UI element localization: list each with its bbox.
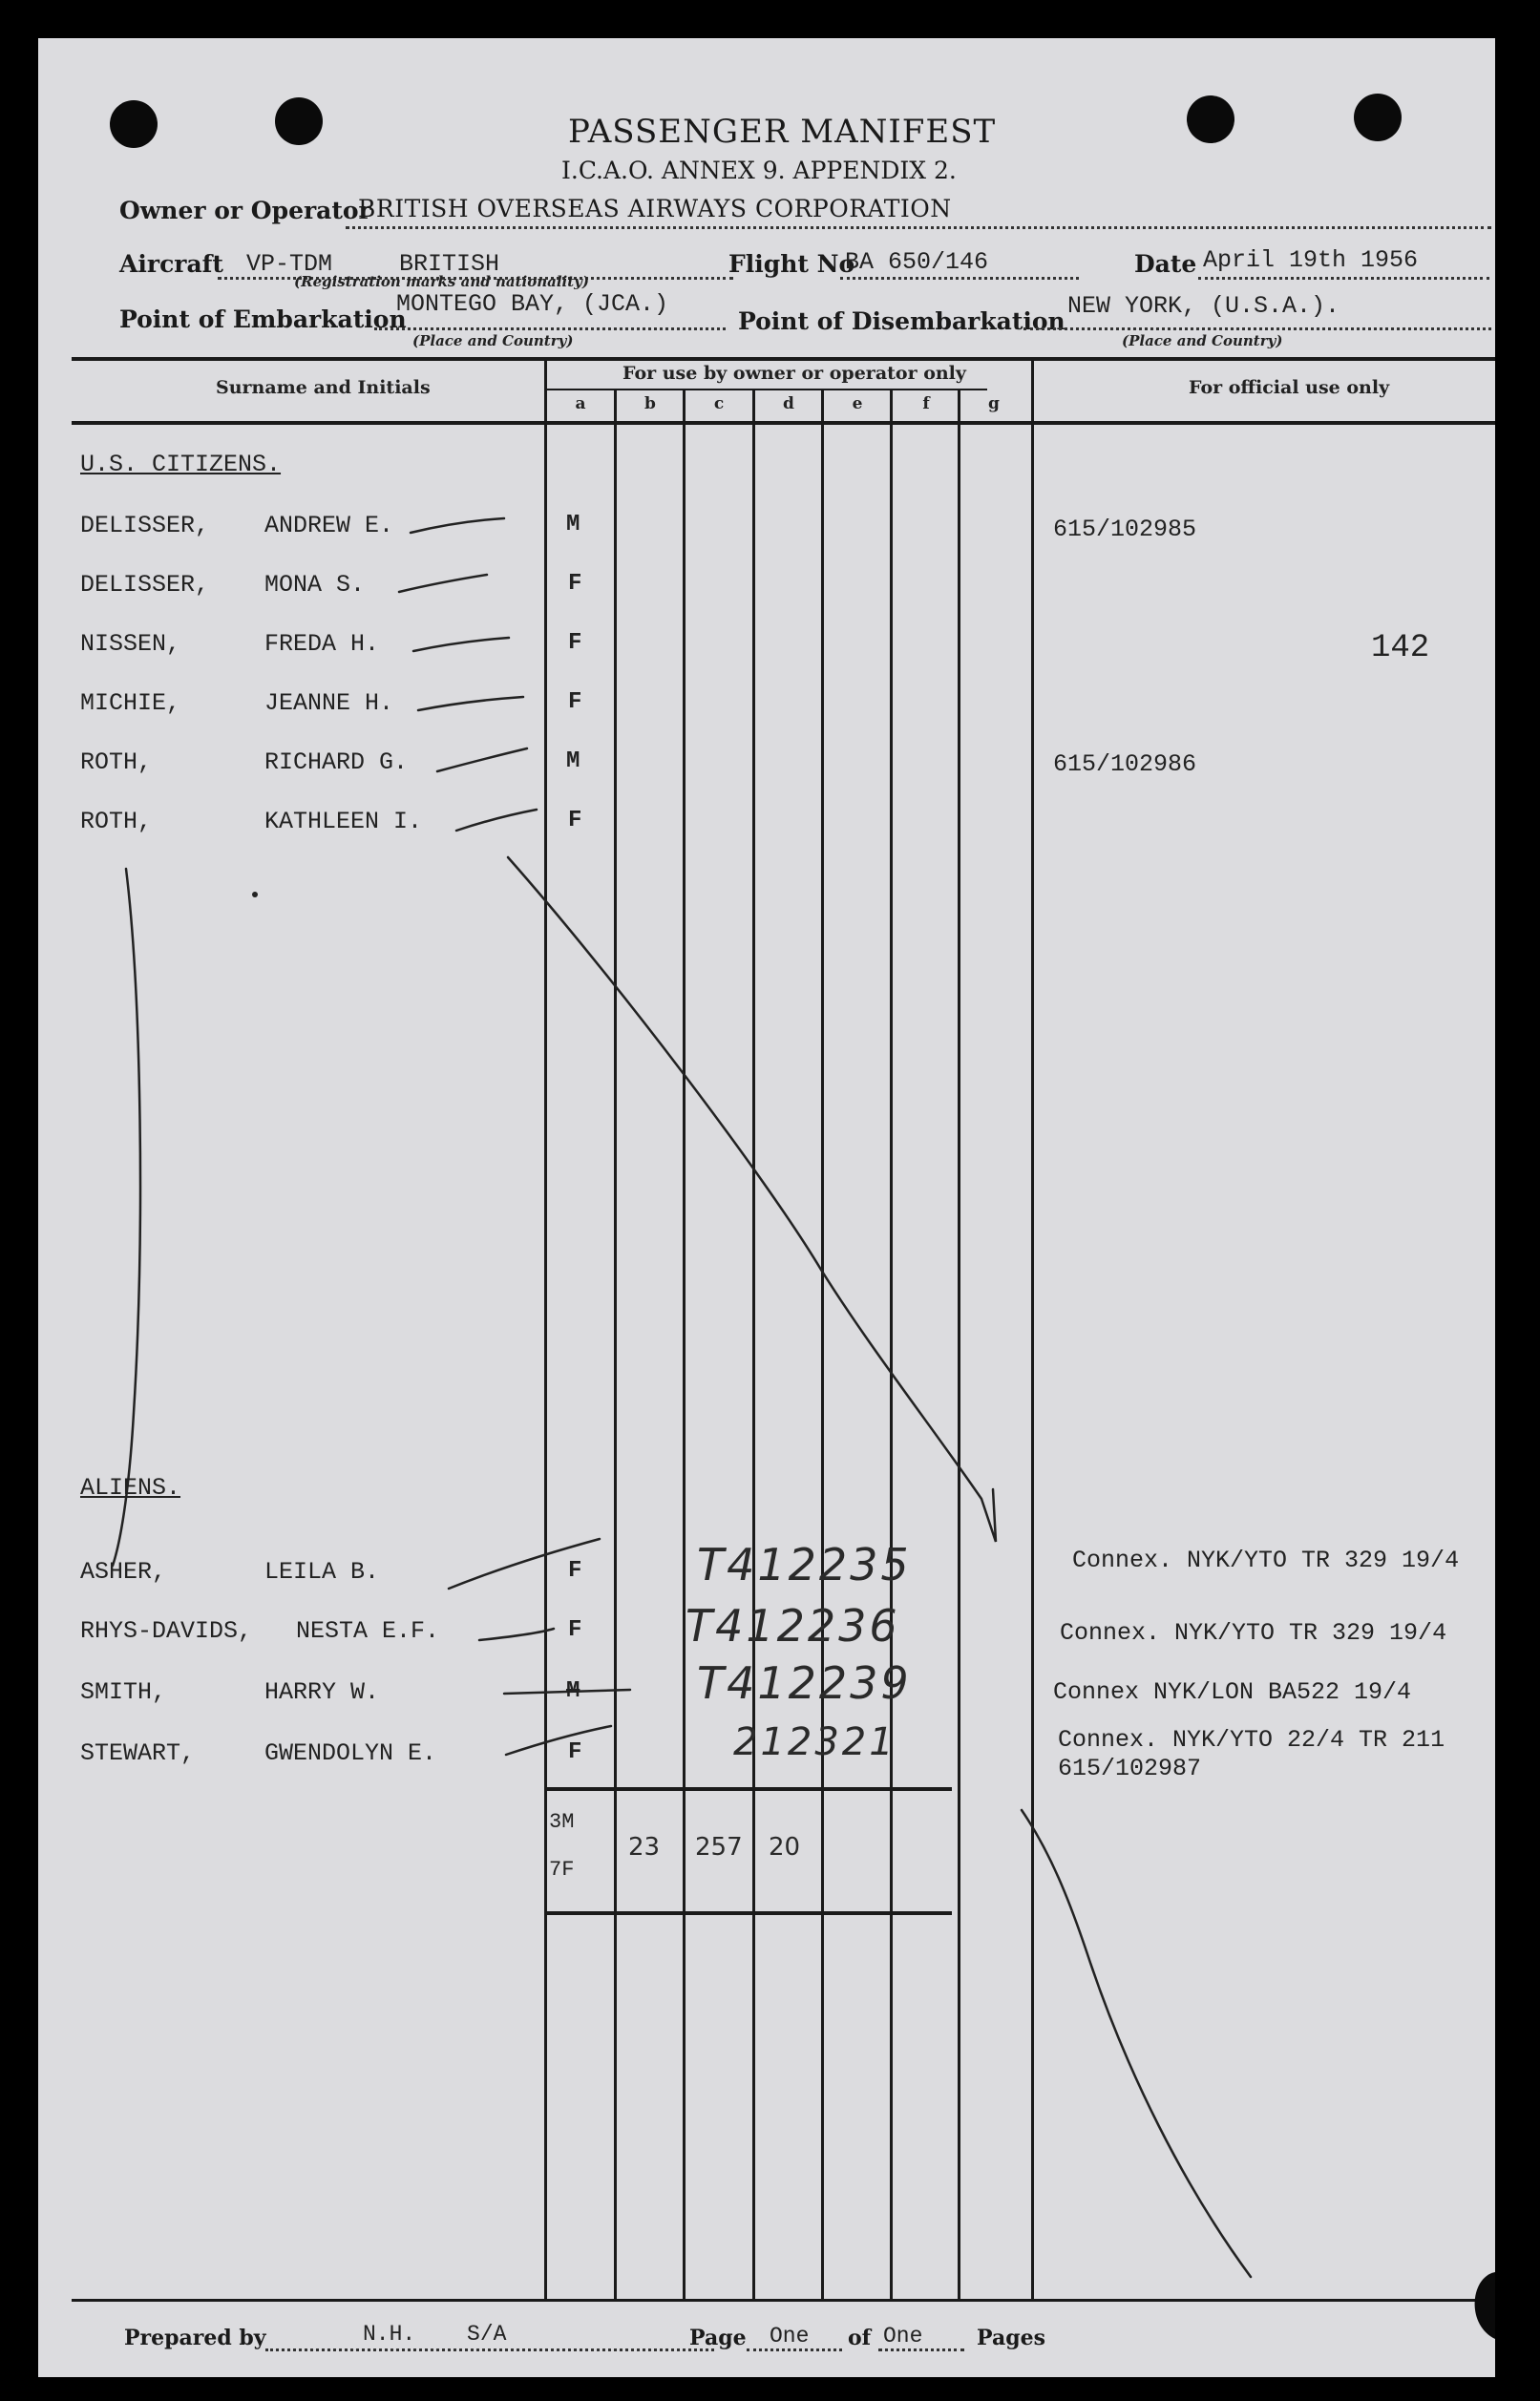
- subcolumn-b: b: [644, 394, 656, 413]
- prepared-by-dotted-line: [265, 2348, 714, 2351]
- passenger-given-names: GWENDOLYN E.: [264, 1739, 437, 1767]
- passenger-official-note: Connex. NYK/YTO 22/4 TR 211: [1058, 1726, 1445, 1754]
- pen-tick-3: [413, 638, 509, 651]
- total-b: 23: [628, 1833, 661, 1862]
- passenger-ticket-number: T412239: [697, 1657, 912, 1709]
- prepared-by-value: N.H. S/A: [363, 2322, 507, 2347]
- manifest-sheet: [38, 38, 1495, 2377]
- pen-bracket-line: [113, 869, 140, 1566]
- passenger-given-names: LEILA B.: [264, 1558, 380, 1586]
- of-label: of: [848, 2326, 872, 2350]
- pen-tick-alien-2: [479, 1629, 554, 1640]
- section-heading-aliens: ALIENS.: [80, 1474, 181, 1502]
- passenger-given-names: RICHARD G.: [264, 748, 409, 776]
- subcolumn-d: d: [783, 394, 794, 413]
- pen-tick-1: [411, 518, 504, 533]
- passenger-surname: ASHER,: [80, 1558, 167, 1586]
- pen-diagonal-stroke-upper: [508, 857, 996, 1542]
- passenger-surname: NISSEN,: [80, 630, 181, 658]
- pen-tick-alien-4: [506, 1726, 611, 1755]
- of-value: One: [883, 2324, 923, 2348]
- pen-tick-2: [399, 575, 487, 592]
- manifest-title: PASSENGER MANIFEST: [568, 113, 997, 151]
- passenger-surname: STEWART,: [80, 1739, 196, 1767]
- passenger-official-note: 615/102986: [1053, 750, 1197, 778]
- disembarkation-caption: (Place and Country): [1122, 332, 1283, 349]
- official-use-column-header: For official use only: [1189, 377, 1390, 398]
- page-edge-notch: [1475, 2272, 1495, 2339]
- passenger-sex: F: [568, 689, 582, 715]
- embarkation-value: MONTEGO BAY, (JCA.): [396, 290, 669, 318]
- passenger-sex: F: [568, 630, 582, 656]
- passenger-official-note: Connex. NYK/YTO TR 329 19/4: [1060, 1619, 1447, 1647]
- passenger-sex: F: [568, 571, 582, 597]
- owner-value: BRITISH OVERSEAS AIRWAYS CORPORATION: [358, 195, 952, 222]
- passenger-official-note: Connex NYK/LON BA522 19/4: [1053, 1678, 1412, 1706]
- passenger-sex: M: [566, 1678, 580, 1704]
- passenger-sex: F: [568, 808, 582, 833]
- passenger-given-names: KATHLEEN I.: [264, 808, 423, 835]
- section-heading-us-citizens: U.S. CITIZENS.: [80, 451, 282, 478]
- aircraft-label: Aircraft: [119, 250, 223, 278]
- date-label: Date: [1134, 250, 1197, 278]
- passenger-sex: M: [566, 748, 580, 774]
- subcolumn-c: c: [713, 394, 725, 413]
- page-label: Page: [689, 2326, 747, 2350]
- pen-tick-alien-3: [504, 1690, 630, 1694]
- total-males: 3M: [549, 1810, 575, 1834]
- passenger-ticket-number: T412236: [686, 1600, 900, 1652]
- pen-diagonal-stroke-lower: [1022, 1810, 1251, 2277]
- pen-tick-5: [437, 748, 527, 771]
- surname-column-header: Surname and Initials: [216, 377, 431, 398]
- page-value: One: [770, 2324, 810, 2348]
- passenger-sex: F: [568, 1739, 582, 1765]
- passenger-surname: SMITH,: [80, 1678, 167, 1706]
- pen-tick-6: [456, 810, 537, 831]
- pen-tick-4: [418, 697, 523, 710]
- of-dotted-line: [878, 2348, 964, 2351]
- passenger-official-note: 615/102985: [1053, 516, 1197, 543]
- passenger-sex: F: [568, 1558, 582, 1584]
- owner-label: Owner or Operator: [119, 197, 371, 224]
- passenger-surname: MICHIE,: [80, 689, 181, 717]
- passenger-surname: DELISSER,: [80, 512, 210, 539]
- prepared-by-label: Prepared by: [124, 2326, 266, 2350]
- aircraft-nationality: BRITISH: [399, 250, 500, 278]
- ink-dot: [252, 892, 258, 897]
- embarkation-label: Point of Embarkation: [119, 305, 407, 333]
- subcolumn-a: a: [575, 394, 586, 413]
- passenger-surname: ROTH,: [80, 808, 153, 835]
- page-dotted-line: [747, 2348, 842, 2351]
- embarkation-caption: (Place and Country): [412, 332, 574, 349]
- date-value: April 19th 1956: [1203, 246, 1419, 274]
- aircraft-registration: VP-TDM: [246, 250, 333, 278]
- subcolumn-g: g: [988, 394, 1000, 413]
- passenger-given-names: ANDREW E.: [264, 512, 394, 539]
- pen-tick-alien-1: [449, 1539, 600, 1589]
- passenger-given-names: JEANNE H.: [264, 689, 394, 717]
- passenger-surname: ROTH,: [80, 748, 153, 776]
- total-females: 7F: [549, 1858, 575, 1882]
- registration-caption: (Registration marks and nationality): [294, 273, 589, 290]
- owner-use-column-header: For use by owner or operator only: [622, 363, 966, 384]
- passenger-sex: F: [568, 1617, 582, 1643]
- passenger-ticket-number: 212321: [733, 1720, 897, 1764]
- passenger-official-note: Connex. NYK/YTO TR 329 19/4: [1072, 1547, 1460, 1574]
- page-stamp-number: 142: [1371, 630, 1430, 666]
- passenger-given-names: MONA S.: [264, 571, 366, 599]
- manifest-subtitle: I.C.A.O. ANNEX 9. APPENDIX 2.: [561, 157, 957, 184]
- total-c: 257: [695, 1833, 743, 1862]
- passenger-surname: RHYS-DAVIDS,: [80, 1617, 253, 1645]
- passenger-given-names: NESTA E.F.: [296, 1617, 440, 1645]
- total-d: 20: [769, 1833, 801, 1862]
- flight-label: Flight No: [728, 250, 855, 278]
- subcolumn-f: f: [922, 394, 930, 413]
- disembarkation-label: Point of Disembarkation: [738, 307, 1065, 335]
- passenger-given-names: HARRY W.: [264, 1678, 380, 1706]
- passenger-official-note-line2: 615/102987: [1058, 1755, 1202, 1782]
- passenger-surname: DELISSER,: [80, 571, 210, 599]
- subcolumn-e: e: [852, 394, 863, 413]
- flight-number: BA 650/146: [845, 248, 989, 276]
- pages-label: Pages: [977, 2326, 1045, 2350]
- pen-marks-overlay: [38, 38, 1495, 2377]
- disembarkation-value: NEW YORK, (U.S.A.).: [1067, 292, 1340, 320]
- passenger-given-names: FREDA H.: [264, 630, 380, 658]
- passenger-sex: M: [566, 512, 580, 537]
- passenger-ticket-number: T412235: [697, 1539, 912, 1590]
